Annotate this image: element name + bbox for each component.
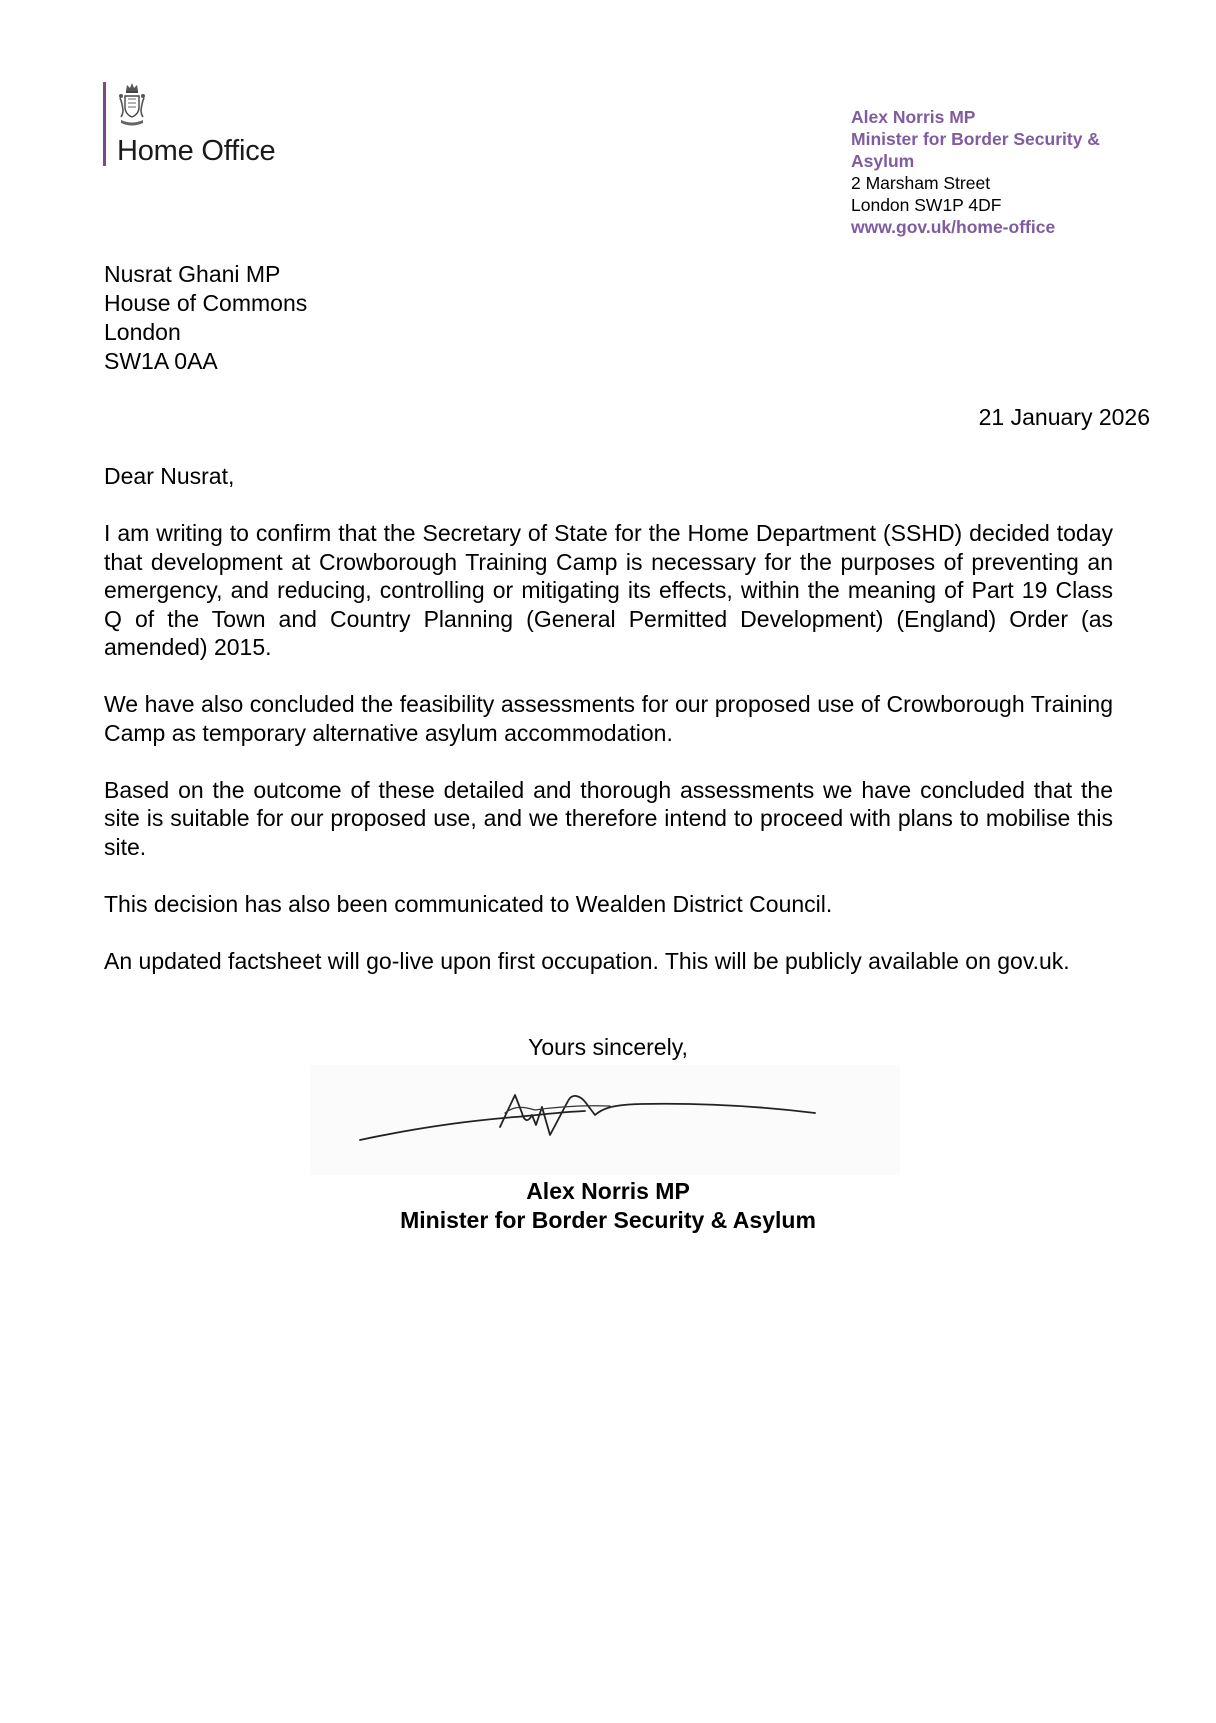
crest-icon [117, 82, 147, 128]
valediction: Yours sincerely, [528, 1034, 688, 1060]
body-paragraph: This decision has also been communicated to Wealden District Council. [104, 890, 833, 917]
recipient-line1: House of Commons [104, 290, 308, 316]
closing [0, 1033, 1216, 1062]
sender-block [851, 106, 1181, 238]
department-name: Home Office [117, 135, 276, 167]
body-paragraph: An updated factsheet will go-live upon first occupation. This will be publicly available on gov.uk. [104, 947, 1070, 974]
handwritten-signature [310, 1065, 900, 1175]
sender-name: Alex Norris MP [851, 107, 976, 127]
signer-title: Minister for Border Security & Asylum [400, 1207, 816, 1233]
recipient-postcode: SW1A 0AA [104, 348, 218, 374]
body-paragraph: We have also concluded the feasibility assessments for our proposed use of Crowborough Training Camp as temporary alternative asylum accommodation. [104, 691, 1113, 746]
home-office-logo [103, 82, 343, 172]
salutation: Dear Nusrat, [104, 463, 235, 489]
sender-address-line1: 2 Marsham Street [851, 173, 991, 193]
recipient-name: Nusrat Ghani MP [104, 261, 281, 287]
sender-website-link[interactable]: www.gov.uk/home-office [851, 217, 1056, 237]
signer-block [0, 1177, 1216, 1235]
recipient-line2: London [104, 319, 181, 345]
recipient-address [104, 260, 307, 376]
letter-date: 21 January 2026 [978, 404, 1150, 430]
logo-divider-bar [103, 82, 106, 166]
sender-title: Minister for Border Security & Asylum [851, 129, 1100, 171]
body-paragraph: Based on the outcome of these detailed and thorough assessments we have concluded that the site is suitable for our proposed use, and we therefore intend to proceed with plans to mobilise this site. [104, 776, 1113, 860]
signer-name: Alex Norris MP [526, 1178, 690, 1204]
body-paragraph: I am writing to confirm that the Secretary of State for the Home Department (SSHD) decided today that development at Crowborough Training Camp is necessary for the purposes of preventing an emergency, and reducing, controlling or mitigating its effects, within the meaning of Part 19 Class Q of the Town and Country Planning (General Permitted Development) (England) Order (as amended) 2015. [104, 520, 1113, 660]
letter-body [104, 519, 1113, 1004]
sender-address-line2: London SW1P 4DF [851, 195, 1002, 215]
